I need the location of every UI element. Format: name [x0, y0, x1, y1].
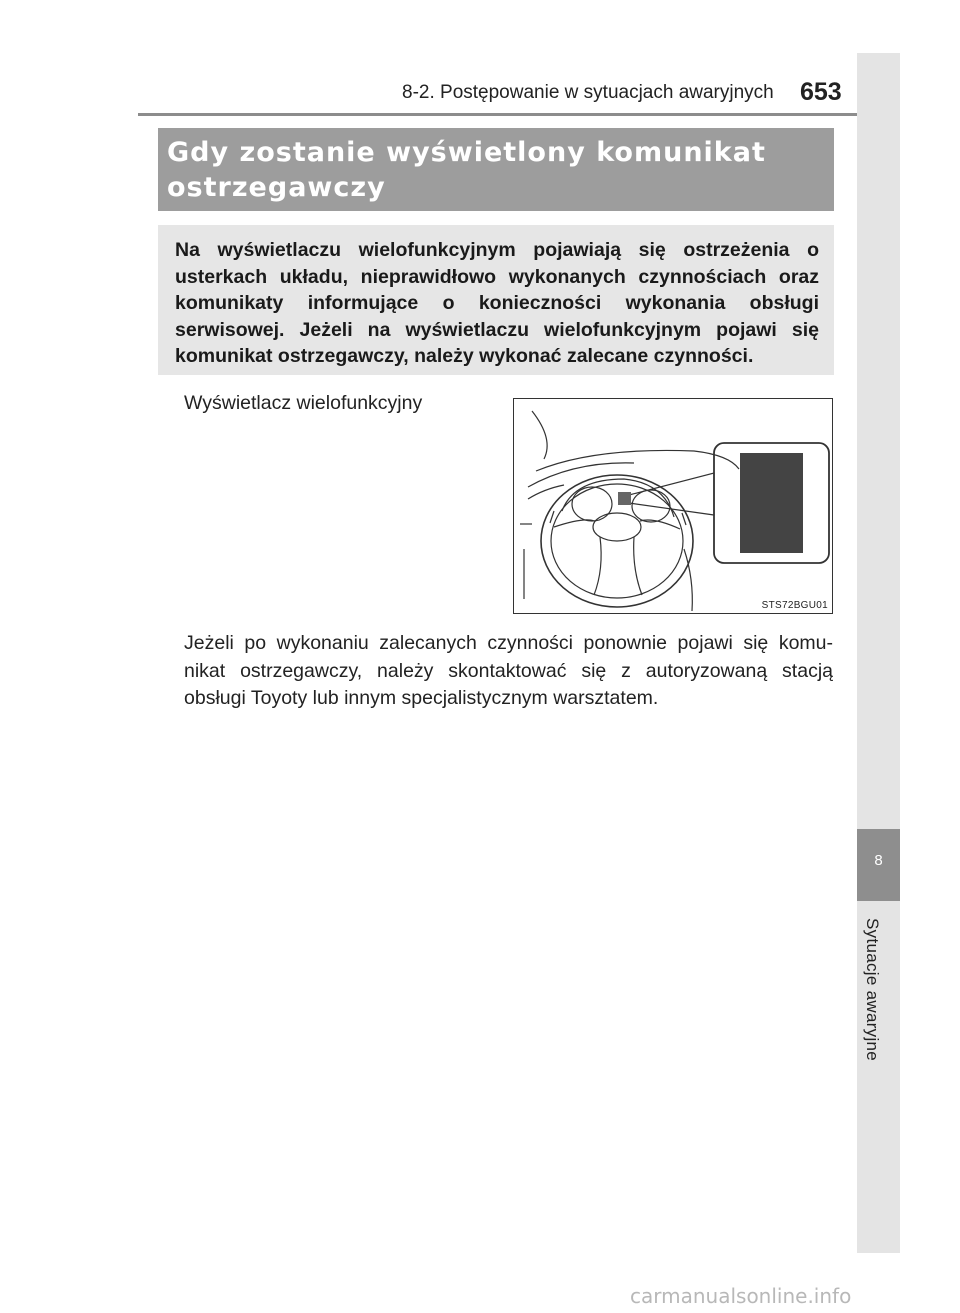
- dashboard-illustration: [513, 398, 833, 614]
- wheel-hub: [593, 513, 641, 541]
- body-paragraph: Jeżeli po wykonaniu zalecanych czynności ponownie pojawi się komu-nikat ostrzegawczy, należy skontaktować się z autoryzowaną stacją obsługi Toyoty lub innym specjalistycznym warsztatem.: [184, 632, 833, 709]
- a-pillar-line: [532, 411, 547, 459]
- page-number: 653: [800, 78, 842, 106]
- display-marker: [618, 492, 631, 505]
- dashboard-top-line: [536, 450, 739, 471]
- chapter-sidebar: [857, 53, 900, 1253]
- figure-code: STS72BGU01: [761, 600, 828, 611]
- multi-information-display: [740, 453, 803, 553]
- chapter-number: 8: [874, 852, 883, 869]
- intro-paragraph: Na wyświetlaczu wielofunkcyjnym pojawiają się ostrzeżenia o usterkach układu, nieprawidłowo wykonanych czynnościach oraz komunikaty informujące o konieczności wykonania obsługi serwisowej. Jeżeli na wyświetlaczu wielofunkcyjnym pojawi się komunikat ostrzegawczy, należy wykonać zalecane czynności.: [175, 239, 819, 367]
- lower-spoke-right: [634, 537, 642, 595]
- lower-spoke-left: [594, 537, 601, 595]
- left-gauge: [572, 487, 612, 521]
- section-header: 8-2. Postępowanie w sytuacjach awaryjnych: [402, 82, 774, 103]
- figure-caption: Wyświetlacz wielofunkcyjny: [184, 392, 423, 414]
- steering-wheel-drawing: [514, 399, 832, 613]
- page-title: Gdy zostanie wyświetlony komunikat ostrzegawczy: [167, 137, 766, 203]
- watermark: carmanualsonline.info: [630, 1284, 852, 1308]
- chapter-label: Sytuacje awaryjne: [863, 918, 882, 1062]
- header-divider: [138, 113, 900, 116]
